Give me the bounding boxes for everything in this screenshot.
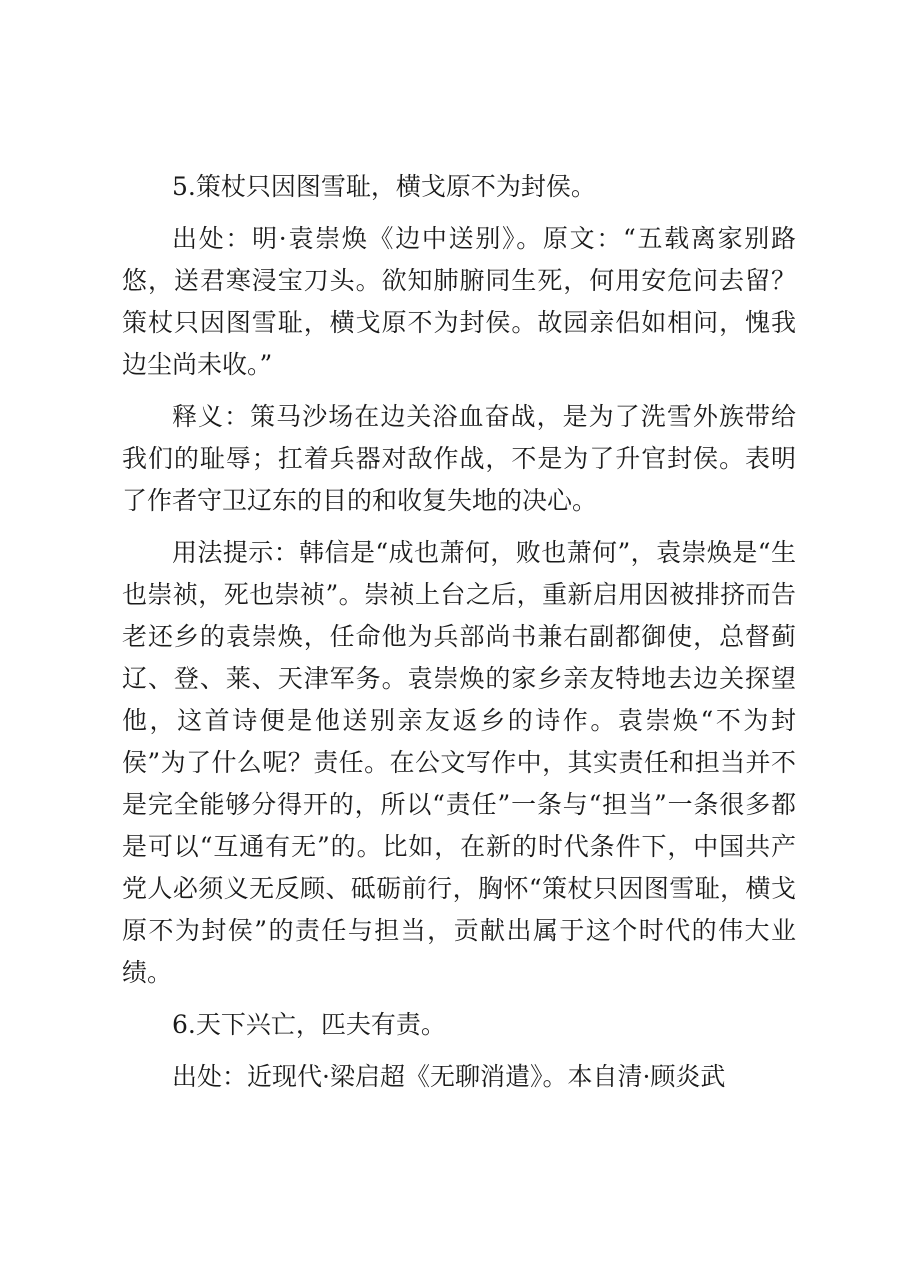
meaning-item-5: 释义：策马沙场在边关浴血奋战，是为了洗雪外族带给我们的耻辱；扛着兵器对敌作战，不是为了升官封侯。表明了作者守卫辽东的目的和收复失地的决心。: [122, 402, 796, 515]
document-body: [122, 166, 796, 1108]
source-item-5: 出处：明·袁崇焕《边中送别》。原文：“五载离家别路悠，送君寒浸宝刀头。欲知肺腑同生死，何用安危问去留？策杖只因图雪耻，横戈原不为封侯。故园亲侣如相问，愧我边尘尚未收。”: [122, 224, 796, 379]
heading-item-6: 6.天下兴亡，匹夫有责。: [172, 1010, 446, 1039]
heading-item-5: 5.策杖只因图雪耻，横戈原不为封侯。: [172, 172, 596, 201]
usage-item-5: 用法提示：韩信是“成也萧何，败也萧何”，袁崇焕是“生也崇祯，死也崇祯”。崇祯上台之后，重新启用因被排挤而告老还乡的袁崇焕，任命他为兵部尚书兼右副都御使，总督蓟辽、登、莱、天津军务。袁崇焕的家乡亲友特地去边关探望他，这首诗便是他送别亲友返乡的诗作。袁崇焕“不为封侯”为了什么呢？责任。在公文写作中，其实责任和担当并不是完全能够分得开的，所以“责任”一条与“担当”一条很多都是可以“互通有无”的。比如，在新的时代条件下，中国共产党人必须义无反顾、砥砺前行，胸怀“策杖只因图雪耻，横戈原不为封侯”的责任与担当，贡献出属于这个时代的伟大业绩。: [122, 538, 796, 987]
source-item-6: 出处：近现代·梁启超《无聊消遣》。本自清·顾炎武: [172, 1062, 726, 1091]
